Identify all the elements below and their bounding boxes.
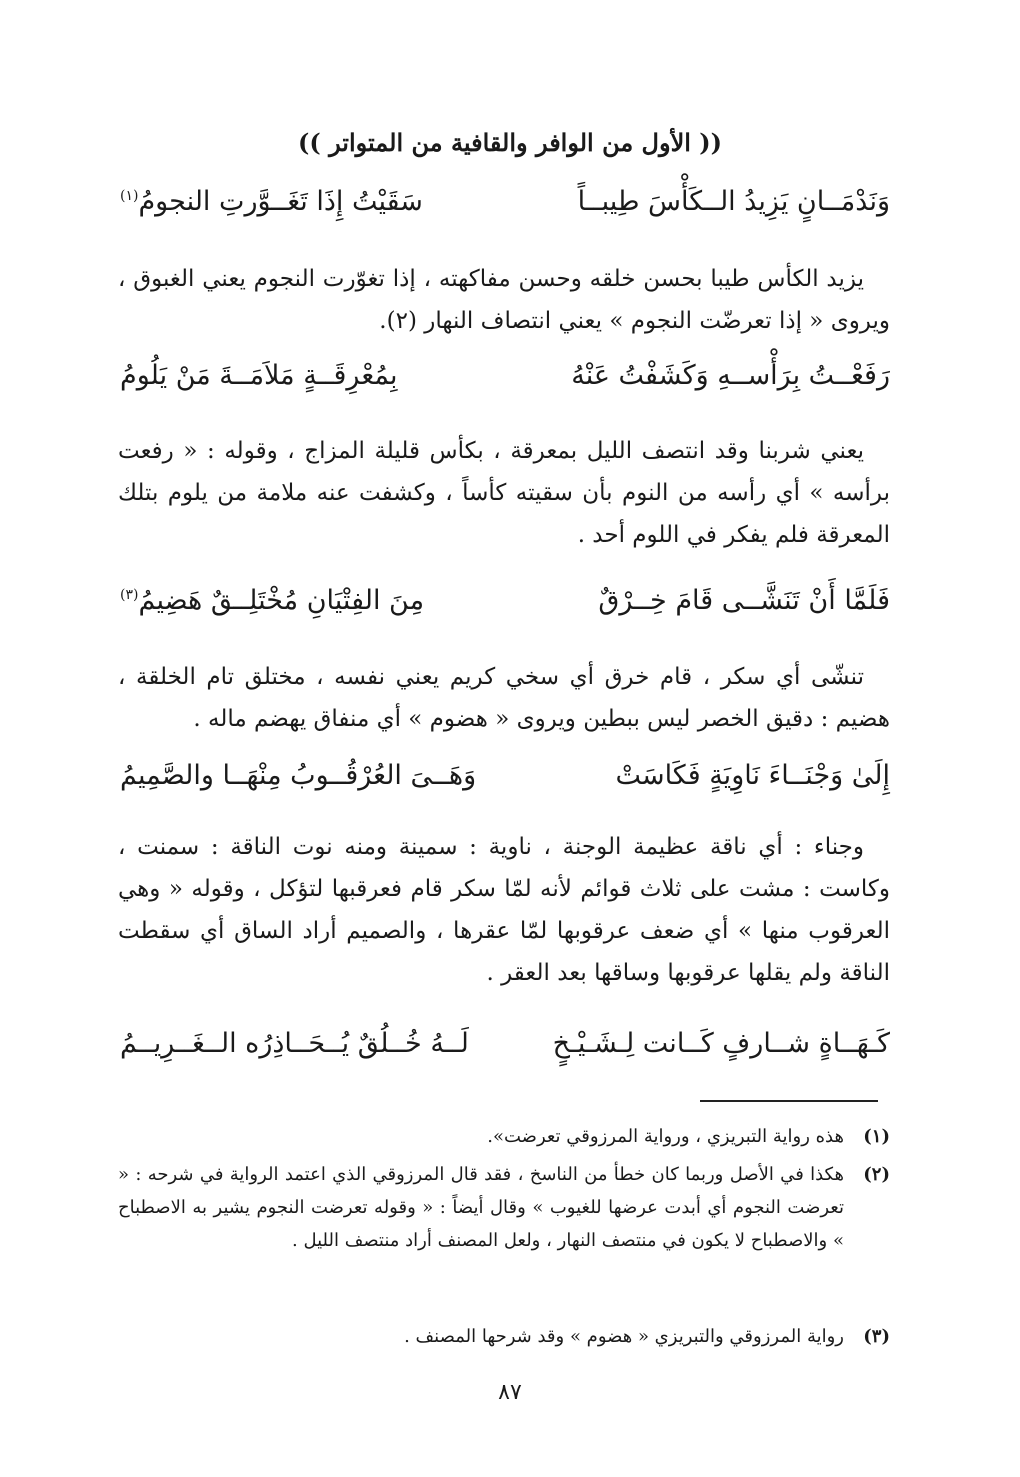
commentary-paragraph [118,430,890,556]
verse-second-hemistich: لَــهُ خُــلُقٌ يُــحَــاذِرُه الــغَــرِيــمُ [120,1028,469,1059]
footnote [118,1158,890,1257]
footnote-text: هذه رواية التبريزي ، ورواية المرزوقي تعرضت». [487,1126,844,1147]
page-number: ٨٧ [498,1380,522,1405]
verse-second-text: سَقَيْتُ إِذَا تَغَــوَّرتِ النجومُ [138,186,423,217]
verse-second-hemistich: بِمُعْرِقَــةٍ مَلاَمَــةَ مَنْ يَلُومُ [120,360,398,391]
footnote-text: هكذا في الأصل وربما كان خطأ من الناسخ ، فقد قال المرزوقي الذي اعتمد الرواية في شرحه : « تعرضت النجوم أي أبدت عرضها للغيوب » وقال أيضاً : « وقوله تعرضت النجوم يشير به الاصطباح » والاصطباح لا يكون في منتصف النهار ، ولعل المصنف أراد منتصف الليل . [118,1164,844,1251]
commentary-text: وجناء : أي ناقة عظيمة الوجنة ، ناوية : سمينة ومنه نوت الناقة : سمنت ، وكاست : مشت على ثلاث قوائم لأنه لمّا سكر قام فعرقبها لتؤكل ، وقوله « وهي العرقوب منها » أي ضعف عرقوبها لمّا عقرها ، والصميم أراد الساق أي سقطت الناقة ولم يقلها عرقوبها وساقها بعد العقر . [118,834,890,986]
footnote [118,1120,890,1153]
commentary-paragraph [118,656,890,740]
footnote [118,1320,890,1353]
verse-line [120,360,890,391]
verse-first-hemistich: فَلَمَّا أَنْ تَنَشَّــى قَامَ خِــرْقٌ [598,585,890,616]
verse-second-text: مِنَ الفِتْيَانِ مُخْتَلِــقٌ هَضِيمُ [138,585,425,616]
verse-line [120,1028,890,1059]
verse-first-hemistich: وَنَدْمَــانٍ يَزِيدُ الــكَأْسَ طِيبــاً [577,186,890,217]
commentary-text: تنشّى أي سكر ، قام خرق أي سخي كريم يعني نفسه ، مختلق تام الخلقة ، هضيم : دقيق الخصر ليس ببطين ويروى « هضوم » أي منفاق يهضم ماله . [118,664,890,732]
verse-line [120,585,890,616]
verse-first-hemistich: كَـهَــاةٍ شــارفٍ كَــانت لِـشَـيْـخٍ [552,1028,890,1059]
verse-line [120,186,890,217]
verse-first-hemistich: رَفَعْــتُ بِرَأْســهِ وَكَشَفْتُ عَنْهُ [571,360,890,391]
footnote-text: رواية المرزوقي والتبريزي « هضوم » وقد شرحها المصنف . [404,1326,844,1347]
verse-second-hemistich [120,186,423,217]
commentary-paragraph [118,826,890,994]
verse-line [120,760,890,791]
verse-second-hemistich: وَهَــىَ العُرْقُــوبُ مِنْهَــا والصَّمِيمُ [120,760,477,791]
footnote-number: (١) [863,1126,890,1147]
section-heading: (( الأول من الوافر والقافية من المتواتر )) [298,128,722,157]
commentary-text: يزيد الكأس طيبا بحسن خلقه وحسن مفاكهته ، إذا تغوّرت النجوم يعني الغبوق ، ويروى « إذا تعرضّت النجوم » يعني انتصاف النهار (٢). [118,266,890,334]
footnote-marker: (١) [120,188,139,204]
verse-first-hemistich: إِلَىٰ وَجْنَــاءَ نَاوِيَةٍ فَكَاسَتْ [615,760,890,791]
commentary-text: يعني شربنا وقد انتصف الليل بمعرقة ، بكأس قليلة المزاج ، وقوله : « رفعت برأسه » أي رأسه من النوم بأن سقيته كأساً ، وكشفت عنه ملامة من يلوم بتلك المعرقة فلم يفكر في اللوم أحد . [118,438,890,548]
footnote-marker: (٣) [120,587,139,603]
footnote-divider [700,1100,878,1102]
footnote-number: (٣) [863,1326,890,1347]
commentary-paragraph [118,258,890,342]
verse-second-hemistich [120,585,424,616]
footnote-number: (٢) [863,1164,890,1185]
